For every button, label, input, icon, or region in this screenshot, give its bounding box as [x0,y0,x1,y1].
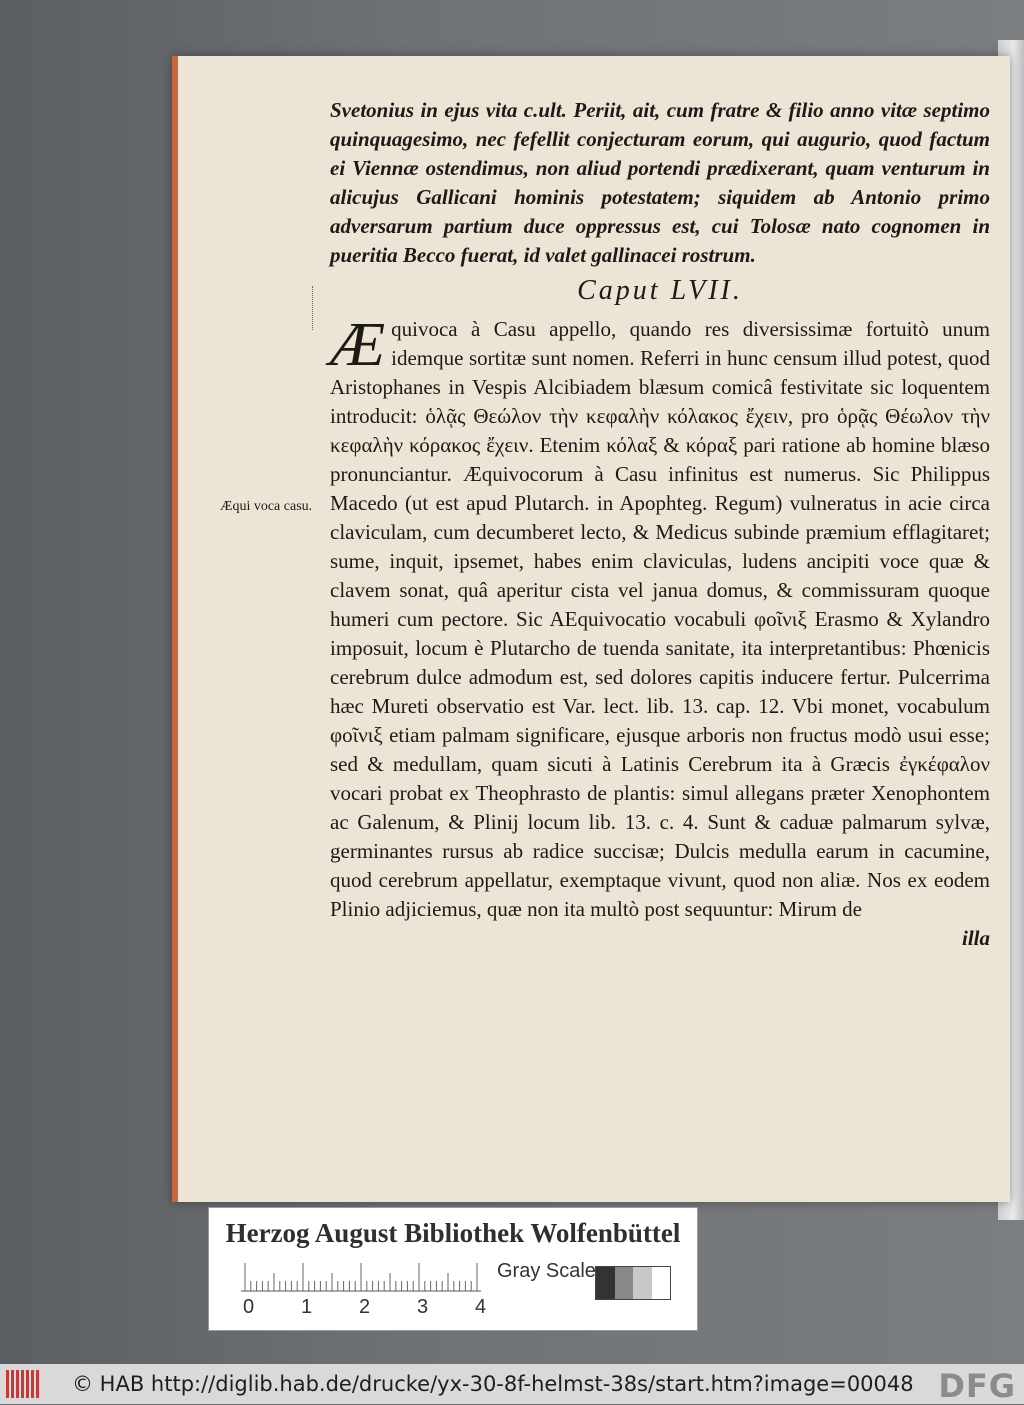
gray-swatch [615,1267,634,1299]
dfg-logo: DFG [938,1367,1016,1405]
main-paragraph [330,311,990,924]
ruler-numbers [235,1296,505,1320]
catchword: illa [961,926,990,950]
gray-swatch [596,1267,615,1299]
ruler-number: 3 [417,1296,429,1318]
chapter-heading: Caput LVII. [577,275,743,306]
margin-note: Æqui voca casu. [220,499,313,514]
color-scale-card [208,1207,698,1331]
gray-scale-swatches [595,1266,671,1300]
ruler [241,1262,481,1292]
ruler-number: 4 [475,1296,487,1318]
source-url[interactable]: © HAB http://diglib.hab.de/drucke/yx-30-8f-helmst-38s/start.htm?image=00048 [72,1372,914,1396]
gray-swatch [633,1267,652,1299]
drop-capital: Æ [330,311,386,379]
ruler-number: 1 [301,1296,313,1318]
footer-bar [0,1364,1024,1404]
intro-paragraph: Svetonius in ejus vita c.ult. Periit, ait, cum fratre & filio anno vitæ septimo quinquagesimo, nec fefellit conjecturam eorum, qui augurio, quod factum ei Viennæ ostendimus, non aliud portendi prædixerant, quam venturum in alicujus Gallicani hominis potestatem; siquidem ab Antonio primo adversarum partium duce oppressus est, cui Tolosæ nato cognomen in pueritia Becco fuerat, id valet gallinacei rostrum. [330,98,990,267]
page-text [330,96,990,953]
gray-swatch [652,1267,671,1299]
barcode-icon [6,1370,46,1398]
ruler-number: 0 [243,1296,255,1318]
main-paragraph-text: quivoca à Casu appello, quando res diversissimæ fortuitò unum idemque sortitæ sunt nomen. Referri in hunc censum illud potest, quod Aristophanes in Vespis Alcibiadem blæsum comicâ festivitate sic loquentem introducit: ὁλᾷς Θεώλον τὴν κεφαλὴν κόλακος ἔχειν, pro ὁρᾷς Θέωλον τὴν κεφαλὴν κόρακος ἔχειν. Etenim κόλαξ & κόραξ pari ratione ab homine blæso pronunciantur. Æquivocorum à Casu infinitus est numerus. Sic Philippus Macedo (ut est apud Plutarch. in Apophteg. Regum) vulneratus in acie circa claviculam, cum decumberet lecto, & Medicus subinde præmium efflagitaret; sume, inquit, ipsemet, habes enim claviculas, ludens ancipiti voce quæ & clavem sonat, quâ aperitur cista vel janua domus, & commissuram quoque humeri cum pectore. Sic AEquivocatio vocabuli φοῖνιξ Erasmo & Xylandro imposuit, locum è Plutarcho de tuenda sanitate, ita interpretantibus: Phœnicis cerebrum dulce admodum est, sed dolores capitis inducere fertur. Pulcerrima hæc Mureti observatio est Var. lect. lib. 13. cap. 12. Vbi monet, vocabulum φοῖνιξ etiam palmam significare, ejusque arboris non fructus modò usui esse; sed & medullam, quam sicuti à Latinis Cerebrum ita à Græcis ἐγκέφαλον vocari probat ex Theophrasto de plantis: simul allegans præter Xenophontem ac Galenum, & Plinij locum lib. 13. c. 4. Sunt & caduæ palmarum sylvæ, germinantes rursus ab radice succisæ; Dulcis medulla earum in cacumine, quod cerebrum appellatur, exemptaque vivunt, quod non aliæ. Nos ex eodem Plinio adjiciemus, quæ non ita multò post sequuntur: Mirum de [330,317,990,921]
library-name: Herzog August Bibliothek Wolfenbüttel [225,1218,681,1248]
ruler-number: 2 [359,1296,371,1318]
margin-mark [312,286,315,330]
gray-scale-label: Gray Scale [497,1260,596,1282]
